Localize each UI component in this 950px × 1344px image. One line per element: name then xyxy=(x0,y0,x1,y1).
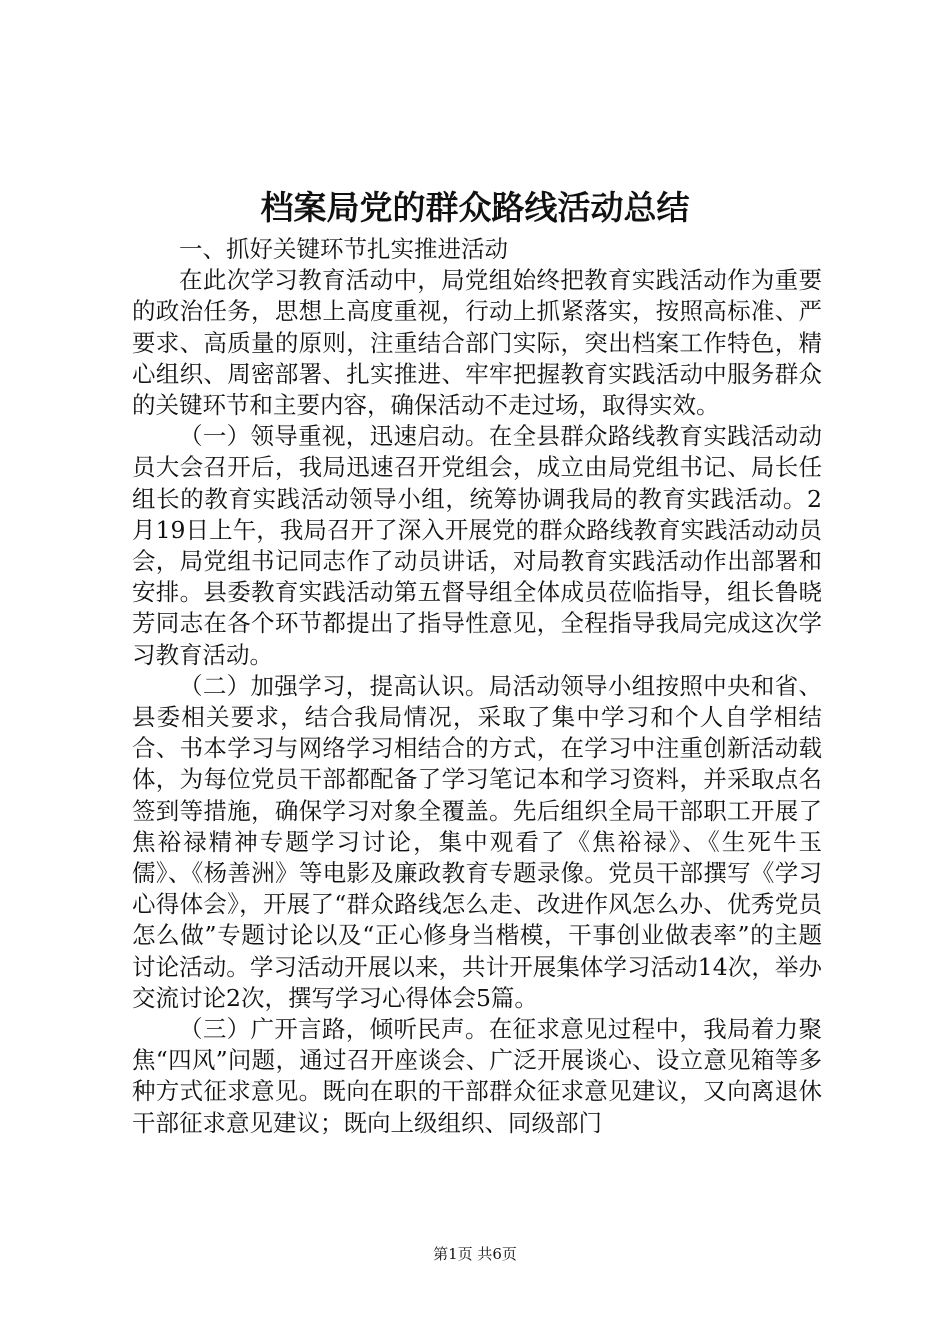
paragraph-leadership: （一）领导重视，迅速启动。在全县群众路线教育实践活动动员大会召开后，我局迅速召开党组会，成立由局党组书记、局长任组长的教育实践活动领导小组，统筹协调我局的教育实践活动。2月19日上午，我局召开了深入开展党的群众路线教育实践活动动员会，局党组书记同志作了动员讲话，对局教育实践活动作出部署和安排。县委教育实践活动第五督导组全体成员莅临指导，组长鲁晓芳同志在各个环节都提出了指导性意见，全程指导我局完成这次学习教育活动。 xyxy=(132,422,822,669)
page-number-footer: 第1页 共6页 xyxy=(433,1245,517,1263)
paragraph-opinions: （三）广开言路，倾听民声。在征求意见过程中，我局着力聚焦“四风”问题，通过召开座谈会、广泛开展谈心、设立意见箱等多种方式征求意见。既向在职的干部群众征求意见建议，又向离退休干部征求意见建议；既向上级组织、同级部门 xyxy=(132,1015,822,1137)
document-title: 档案局党的群众路线活动总结 xyxy=(260,188,690,227)
paragraph-intro: 在此次学习教育活动中，局党组始终把教育实践活动作为重要的政治任务，思想上高度重视，行动上抓紧落实，按照高标准、严要求、高质量的原则，注重结合部门实际，突出档案工作特色，精心组织、周密部署、扎实推进、牢牢把握教育实践活动中服务群众的关键环节和主要内容，确保活动不走过场，取得实效。 xyxy=(132,266,822,420)
paragraph-study: （二）加强学习，提高认识。局活动领导小组按照中央和省、县委相关要求，结合我局情况，采取了集中学习和个人自学相结合、书本学习与网络学习相结合的方式，在学习中注重创新活动载体，为每位党员干部都配备了学习笔记本和学习资料，并采取点名签到等措施，确保学习对象全覆盖。先后组织全局干部职工开展了焦裕禄精神专题学习讨论，集中观看了《焦裕禄》、《生死牛玉儒》、《杨善洲》等电影及廉政教育专题录像。党员干部撰写《学习心得体会》，开展了“群众路线怎么走、改进作风怎么办、优秀党员怎么做”专题讨论以及“正心修身当楷模，干事创业做表率”的主题讨论活动。学习活动开展以来，共计开展集体学习活动14次，举办交流讨论2次，撰写学习心得体会5篇。 xyxy=(132,671,822,1012)
section-heading: 一、抓好关键环节扎实推进活动 xyxy=(179,235,508,263)
document-body xyxy=(132,234,822,1139)
